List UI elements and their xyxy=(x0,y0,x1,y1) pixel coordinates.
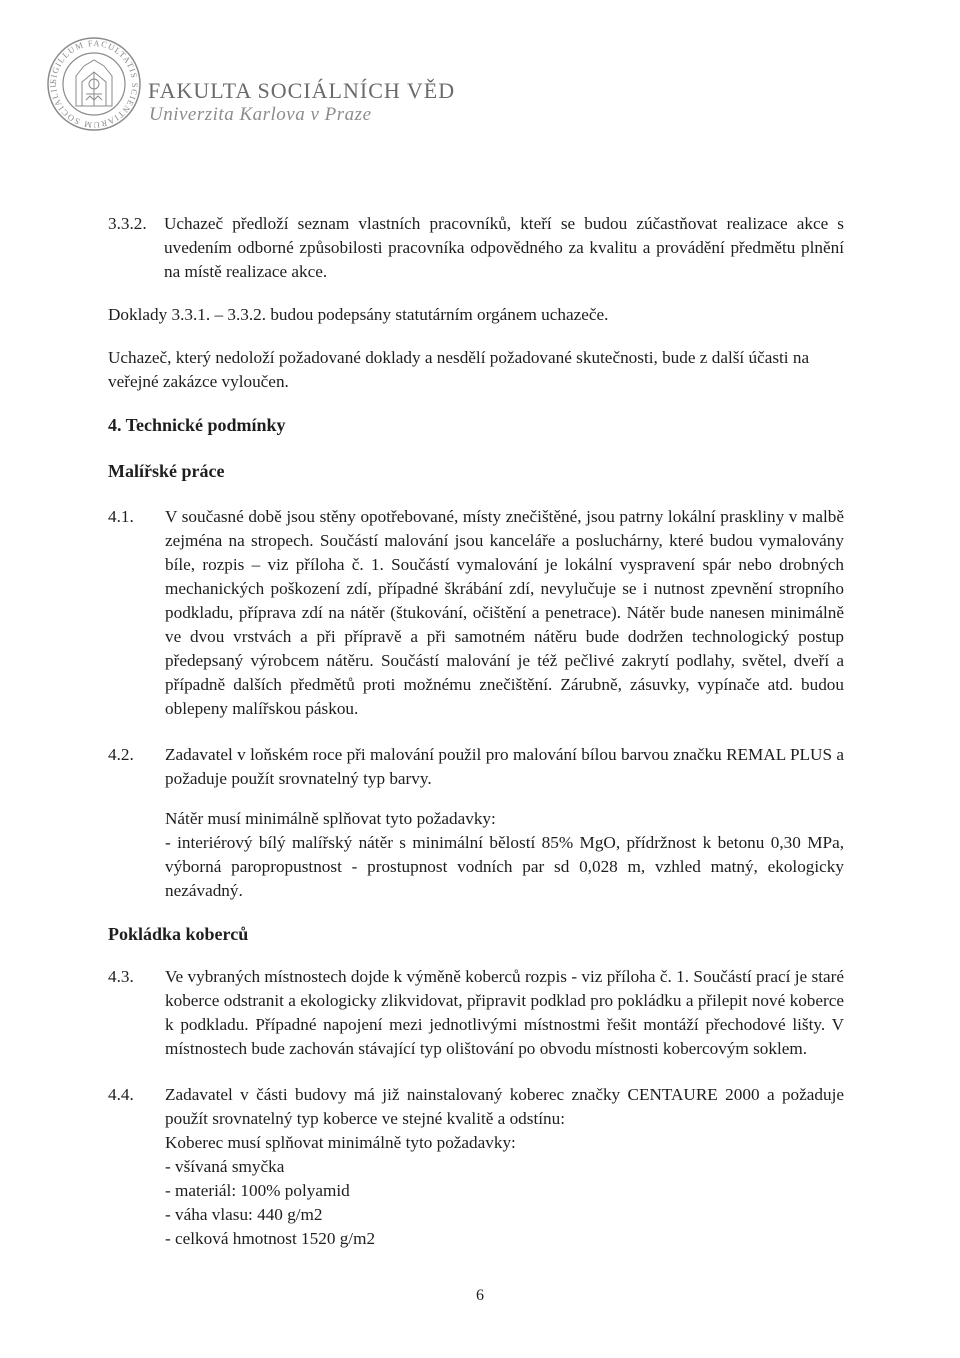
section-number: 4.1. xyxy=(108,507,134,526)
heading-painting-works: Malířské práce xyxy=(108,461,225,481)
section-text: Uchazeč předloží seznam vlastních pracovníků, kteří se budou zúčastňovat realizace akce s uvedením odborné způsobilosti pracovníka odpovědného za kvalitu a provádění předmětu plnění na místě realizace akce. xyxy=(164,214,844,281)
section-text: Ve vybraných místnostech dojde k výměně koberců rozpis - viz příloha č. 1. Součástí prací je staré koberce odstranit a ekologicky zlikvidovat, připravit podklad pro pokládku a přilepit nové koberce k podkladu. Případné napojení mezi jednotlivými místnostmi řešit montáží přechodové lišty. V místnostech bude zachován stávající typ olištování po obvodu místnosti kobercovým soklem. xyxy=(165,967,844,1058)
section-4-3 xyxy=(108,965,844,1061)
list-item: - materiál: 100% polyamid xyxy=(165,1181,350,1200)
section-number: 4.4. xyxy=(108,1085,134,1104)
list-item: - všívaná smyčka xyxy=(165,1157,285,1176)
section-number: 4.2. xyxy=(108,745,134,764)
heading-carpet-laying: Pokládka koberců xyxy=(108,924,249,944)
doklady-paragraph: Doklady 3.3.1. – 3.3.2. budou podepsány statutárním orgánem uchazeče. xyxy=(108,305,609,324)
svg-text:SIGILLUM FACULTATIS SCIENTIARU: SIGILLUM FACULTATIS SCIENTIARUM SOCIALIU xyxy=(47,37,141,131)
section-4-2 xyxy=(108,743,844,903)
section-3-3-2 xyxy=(108,212,844,284)
section-text: Zadavatel v části budovy má již nainstalovaný koberec značky CENTAURE 2000 a požaduje použít srovnatelný typ koberce ve stejné kvalitě a odstínu: xyxy=(165,1085,844,1128)
section-number: 3.3.2. xyxy=(108,214,147,233)
page-number: 6 xyxy=(476,1287,484,1304)
paint-requirements-intro: Nátěr musí minimálně splňovat tyto požadavky: xyxy=(165,809,496,828)
university-seal-icon xyxy=(46,36,142,132)
heading-technical-conditions: 4. Technické podmínky xyxy=(108,415,286,435)
section-4-4 xyxy=(108,1083,844,1251)
section-text: V současné době jsou stěny opotřebované, místy znečištěné, jsou patrny lokální praskliny v malbě zejména na stropech. Součástí malování jsou kanceláře a posluchárny, které budou vymalovány bíle, rozpis – viz příloha č. 1. Součástí vymalování je lokální vyspravení spár nebo drobných mechanických poškození zdí, případné škrábání zdí, nevylučuje se i nutnost zpevnění stropního podkladu, příprava zdí na nátěr (štukování, očištění a penetrace). Nátěr bude nanesen minimálně ve dvou vrstvách a při přípravě a při samotném nátěru bude dodržen technologický postup předepsaný výrobcem nátěru. Součástí malování je též pečlivé zakrytí podlahy, světel, dveří a případně dalších předmětů proti možnému znečištění. Zárubně, zásuvky, vypínače atd. budou oblepeny malířskou páskou. xyxy=(165,507,844,718)
list-item: - váha vlasu: 440 g/m2 xyxy=(165,1205,323,1224)
section-4-1 xyxy=(108,505,844,721)
document-body xyxy=(108,212,844,1251)
university-name: Univerzita Karlova v Praze xyxy=(149,104,372,125)
exclusion-paragraph: Uchazeč, který nedoloží požadované doklady a nesdělí požadované skutečnosti, bude z další účasti na veřejné zakázce vyloučen. xyxy=(108,348,810,391)
section-text: Zadavatel v loňském roce při malování použil pro malování bílou barvou značku REMAL PLUS a požaduje použít srovnatelný typ barvy. xyxy=(165,745,844,788)
carpet-requirements-intro: Koberec musí splňovat minimálně tyto požadavky: xyxy=(165,1133,516,1152)
section-number: 4.3. xyxy=(108,967,134,986)
faculty-name: FAKULTA SOCIÁLNÍCH VĚD xyxy=(148,78,456,103)
paint-requirements: - interiérový bílý malířský nátěr s minimální bělostí 85% MgO, přídržnost k betonu 0,30 MPa, výborná paropropustnost - prostupnost vodních par sd 0,028 m, vzhled matný, ekologicky nezávadný. xyxy=(165,833,844,900)
list-item: - celková hmotnost 1520 g/m2 xyxy=(165,1229,376,1248)
carpet-requirements-list xyxy=(165,1155,844,1251)
